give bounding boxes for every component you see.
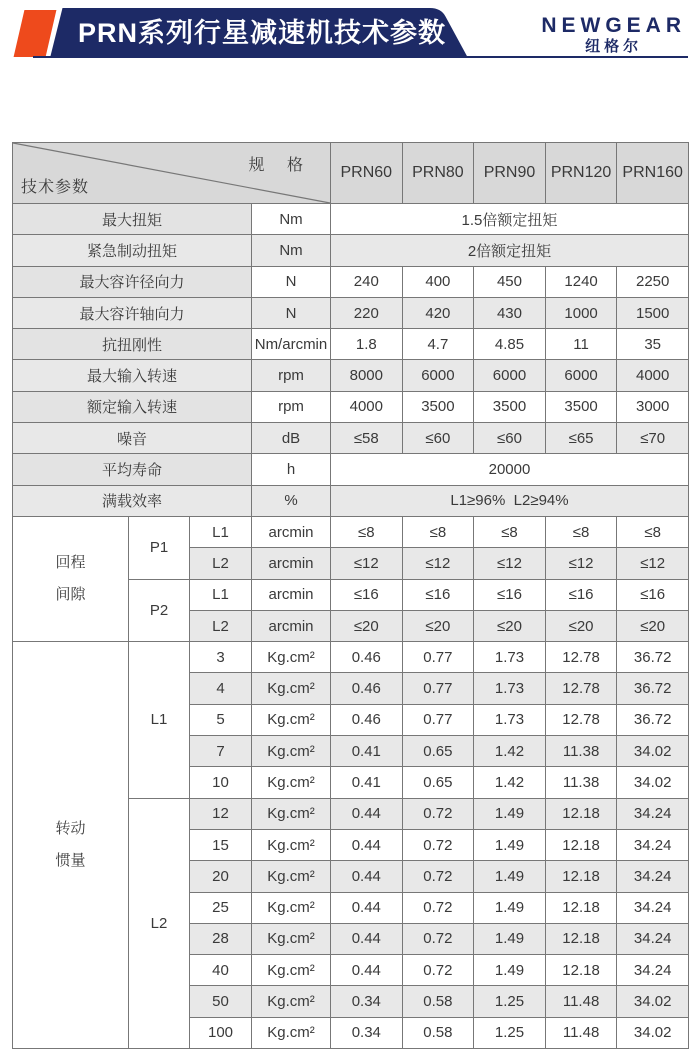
value-cell: 34.24 [617, 861, 689, 892]
value-cell: ≤8 [545, 516, 617, 547]
unit-cell: dB [252, 423, 331, 454]
value-cell: 34.24 [617, 892, 689, 923]
value-cell: 0.34 [331, 1017, 403, 1048]
value-cell: ≤16 [402, 579, 474, 610]
value-cell: ≤8 [331, 516, 403, 547]
table-row [13, 423, 689, 454]
value-cell: 12.78 [545, 704, 617, 735]
unit-cell: Nm/arcmin [252, 329, 331, 360]
value-cell: 12.18 [545, 829, 617, 860]
value-cell: 0.72 [402, 829, 474, 860]
header-divider [33, 56, 688, 58]
value-cell: 0.77 [402, 642, 474, 673]
value-cell: 0.46 [331, 673, 403, 704]
section-label-line: 间隙 [55, 586, 86, 604]
spec-table [12, 142, 689, 1049]
value-cell: 0.41 [331, 736, 403, 767]
value-cell: 0.72 [402, 861, 474, 892]
unit-cell: Kg.cm² [252, 829, 331, 860]
unit-cell: Kg.cm² [252, 704, 331, 735]
value-cell: 35 [617, 329, 689, 360]
unit-cell: Nm [252, 204, 331, 235]
value-cell: ≤20 [545, 610, 617, 641]
value-cell: 36.72 [617, 704, 689, 735]
table-row [13, 454, 689, 485]
value-cell: 11.38 [545, 767, 617, 798]
table-row [13, 642, 689, 673]
value-cell: ≤16 [474, 579, 546, 610]
value-cell: 12.18 [545, 955, 617, 986]
value-cell: 2250 [617, 266, 689, 297]
ratio-cell: 12 [190, 798, 252, 829]
value-cell: 1.8 [331, 329, 403, 360]
value-cell: 12.18 [545, 923, 617, 954]
unit-cell: Kg.cm² [252, 923, 331, 954]
value-cell: 240 [331, 266, 403, 297]
value-cell: 0.77 [402, 704, 474, 735]
value-cell: 34.02 [617, 736, 689, 767]
value-cell: 220 [331, 297, 403, 328]
unit-cell: Kg.cm² [252, 861, 331, 892]
value-cell: ≤12 [545, 548, 617, 579]
section-label-inertia [13, 642, 129, 1049]
value-cell: 11.48 [545, 1017, 617, 1048]
table-row [13, 297, 689, 328]
unit-cell: Kg.cm² [252, 955, 331, 986]
unit-cell: rpm [252, 360, 331, 391]
value-cell: 0.72 [402, 892, 474, 923]
value-cell: 6000 [545, 360, 617, 391]
stage-cell: L1 [190, 516, 252, 547]
unit-cell: arcmin [252, 579, 331, 610]
unit-cell: Kg.cm² [252, 736, 331, 767]
ratio-cell: 4 [190, 673, 252, 704]
value-cell: 0.44 [331, 861, 403, 892]
unit-cell: Kg.cm² [252, 986, 331, 1017]
unit-cell: Nm [252, 235, 331, 266]
value-cell: 0.41 [331, 767, 403, 798]
unit-cell: h [252, 454, 331, 485]
stage-group-cell: L2 [129, 798, 190, 1048]
value-cell: 0.77 [402, 673, 474, 704]
value-cell: 0.46 [331, 704, 403, 735]
brand-name-cn: 纽格尔 [585, 38, 643, 55]
stage-group-cell: L1 [129, 642, 190, 798]
value-cell: 0.72 [402, 923, 474, 954]
ratio-cell: 10 [190, 767, 252, 798]
value-cell: ≤12 [331, 548, 403, 579]
value-cell: ≤16 [331, 579, 403, 610]
value-cell: 420 [402, 297, 474, 328]
grade-cell: P2 [129, 579, 190, 642]
table-row [13, 204, 689, 235]
value-cell: ≤65 [545, 423, 617, 454]
section-label-line: 转动 [55, 820, 86, 838]
ratio-cell: 50 [190, 986, 252, 1017]
unit-cell: Kg.cm² [252, 767, 331, 798]
unit-cell: N [252, 266, 331, 297]
value-cell: 1000 [545, 297, 617, 328]
value-cell: 430 [474, 297, 546, 328]
value-cell: 1.25 [474, 1017, 546, 1048]
section-label-line: 回程 [55, 554, 86, 572]
value-cell: 0.65 [402, 736, 474, 767]
value-cell: ≤8 [617, 516, 689, 547]
value-cell: 34.02 [617, 767, 689, 798]
table-row [13, 329, 689, 360]
stage-cell: L1 [190, 579, 252, 610]
value-cell: 6000 [402, 360, 474, 391]
ratio-cell: 25 [190, 892, 252, 923]
value-cell: 1500 [617, 297, 689, 328]
value-cell: ≤70 [617, 423, 689, 454]
value-cell: 1240 [545, 266, 617, 297]
value-cell: ≤12 [402, 548, 474, 579]
value-cell: 20000 [331, 454, 689, 485]
grade-cell: P1 [129, 516, 190, 579]
value-cell: 2倍额定扭矩 [331, 235, 689, 266]
value-cell: ≤12 [474, 548, 546, 579]
value-cell: 0.44 [331, 829, 403, 860]
value-cell: 1.73 [474, 642, 546, 673]
value-cell: 1.49 [474, 923, 546, 954]
param-label: 最大输入转速 [13, 360, 252, 391]
value-cell: 3000 [617, 391, 689, 422]
value-cell: L1≥96% L2≥94% [331, 485, 689, 516]
value-cell: 1.49 [474, 955, 546, 986]
ratio-cell: 15 [190, 829, 252, 860]
table-row [13, 391, 689, 422]
value-cell: 36.72 [617, 673, 689, 704]
value-cell: 4.85 [474, 329, 546, 360]
unit-cell: N [252, 297, 331, 328]
stage-cell: L2 [190, 610, 252, 641]
spec-col-header: PRN90 [474, 143, 546, 204]
value-cell: ≤58 [331, 423, 403, 454]
spec-col-header: PRN60 [331, 143, 403, 204]
value-cell: 1.49 [474, 861, 546, 892]
value-cell: 4000 [617, 360, 689, 391]
value-cell: 0.44 [331, 955, 403, 986]
brand-name-en: NEWGEAR [541, 14, 686, 37]
value-cell: 4000 [331, 391, 403, 422]
value-cell: ≤8 [402, 516, 474, 547]
ratio-cell: 20 [190, 861, 252, 892]
table-header-row [13, 143, 689, 204]
value-cell: ≤20 [402, 610, 474, 641]
value-cell: 34.24 [617, 955, 689, 986]
value-cell: 450 [474, 266, 546, 297]
value-cell: 12.18 [545, 892, 617, 923]
value-cell: 12.78 [545, 673, 617, 704]
value-cell: 1.42 [474, 767, 546, 798]
value-cell: 36.72 [617, 642, 689, 673]
value-cell: 0.65 [402, 767, 474, 798]
ratio-cell: 7 [190, 736, 252, 767]
value-cell: 1.73 [474, 704, 546, 735]
table-row [13, 516, 689, 547]
page-title: PRN系列行星减速机技术参数 [78, 18, 447, 48]
param-label: 最大容许轴向力 [13, 297, 252, 328]
value-cell: 12.78 [545, 642, 617, 673]
ratio-cell: 5 [190, 704, 252, 735]
value-cell: 0.34 [331, 986, 403, 1017]
value-cell: 34.02 [617, 986, 689, 1017]
value-cell: 11 [545, 329, 617, 360]
spec-col-header: PRN120 [545, 143, 617, 204]
ratio-cell: 40 [190, 955, 252, 986]
value-cell: 3500 [402, 391, 474, 422]
param-label: 抗扭刚性 [13, 329, 252, 360]
value-cell: 34.24 [617, 829, 689, 860]
unit-cell: arcmin [252, 516, 331, 547]
value-cell: 400 [402, 266, 474, 297]
value-cell: 1.49 [474, 892, 546, 923]
table-row [13, 266, 689, 297]
value-cell: 0.46 [331, 642, 403, 673]
corner-param-label: 技术参数 [21, 179, 90, 196]
table-row [13, 235, 689, 266]
corner-cell [13, 143, 331, 204]
value-cell: 1.49 [474, 829, 546, 860]
value-cell: 8000 [331, 360, 403, 391]
unit-cell: arcmin [252, 548, 331, 579]
value-cell: 1.49 [474, 798, 546, 829]
value-cell: 4.7 [402, 329, 474, 360]
value-cell: 0.44 [331, 798, 403, 829]
ratio-cell: 100 [190, 1017, 252, 1048]
value-cell: 0.72 [402, 955, 474, 986]
brand-logo [541, 15, 686, 55]
value-cell: ≤8 [474, 516, 546, 547]
value-cell: 6000 [474, 360, 546, 391]
param-label: 噪音 [13, 423, 252, 454]
value-cell: 3500 [545, 391, 617, 422]
value-cell: 1.5倍额定扭矩 [331, 204, 689, 235]
section-label-line: 惯量 [55, 852, 86, 870]
table-row [13, 360, 689, 391]
param-label: 平均寿命 [13, 454, 252, 485]
value-cell: 0.72 [402, 798, 474, 829]
table-row [13, 485, 689, 516]
value-cell: 11.38 [545, 736, 617, 767]
value-cell: ≤60 [402, 423, 474, 454]
value-cell: 0.44 [331, 892, 403, 923]
value-cell: 34.02 [617, 1017, 689, 1048]
value-cell: 34.24 [617, 798, 689, 829]
corner-spec-label: 规 格 [248, 157, 312, 174]
value-cell: 1.42 [474, 736, 546, 767]
param-label: 最大扭矩 [13, 204, 252, 235]
section-label-backlash [13, 516, 129, 641]
value-cell: 0.58 [402, 986, 474, 1017]
param-label: 满载效率 [13, 485, 252, 516]
param-label: 最大容许径向力 [13, 266, 252, 297]
value-cell: 1.25 [474, 986, 546, 1017]
unit-cell: Kg.cm² [252, 1017, 331, 1048]
unit-cell: Kg.cm² [252, 798, 331, 829]
value-cell: ≤20 [617, 610, 689, 641]
spec-col-header: PRN80 [402, 143, 474, 204]
value-cell: 11.48 [545, 986, 617, 1017]
param-label: 额定输入转速 [13, 391, 252, 422]
value-cell: ≤16 [545, 579, 617, 610]
unit-cell: % [252, 485, 331, 516]
param-label: 紧急制动扭矩 [13, 235, 252, 266]
value-cell: 0.44 [331, 923, 403, 954]
value-cell: 12.18 [545, 798, 617, 829]
unit-cell: arcmin [252, 610, 331, 641]
value-cell: 3500 [474, 391, 546, 422]
value-cell: ≤20 [331, 610, 403, 641]
ratio-cell: 28 [190, 923, 252, 954]
value-cell: 12.18 [545, 861, 617, 892]
unit-cell: Kg.cm² [252, 642, 331, 673]
spec-col-header: PRN160 [617, 143, 689, 204]
unit-cell: Kg.cm² [252, 892, 331, 923]
value-cell: ≤16 [617, 579, 689, 610]
value-cell: ≤60 [474, 423, 546, 454]
value-cell: 1.73 [474, 673, 546, 704]
value-cell: ≤20 [474, 610, 546, 641]
stage-cell: L2 [190, 548, 252, 579]
value-cell: ≤12 [617, 548, 689, 579]
value-cell: 0.58 [402, 1017, 474, 1048]
unit-cell: rpm [252, 391, 331, 422]
value-cell: 34.24 [617, 923, 689, 954]
unit-cell: Kg.cm² [252, 673, 331, 704]
ratio-cell: 3 [190, 642, 252, 673]
